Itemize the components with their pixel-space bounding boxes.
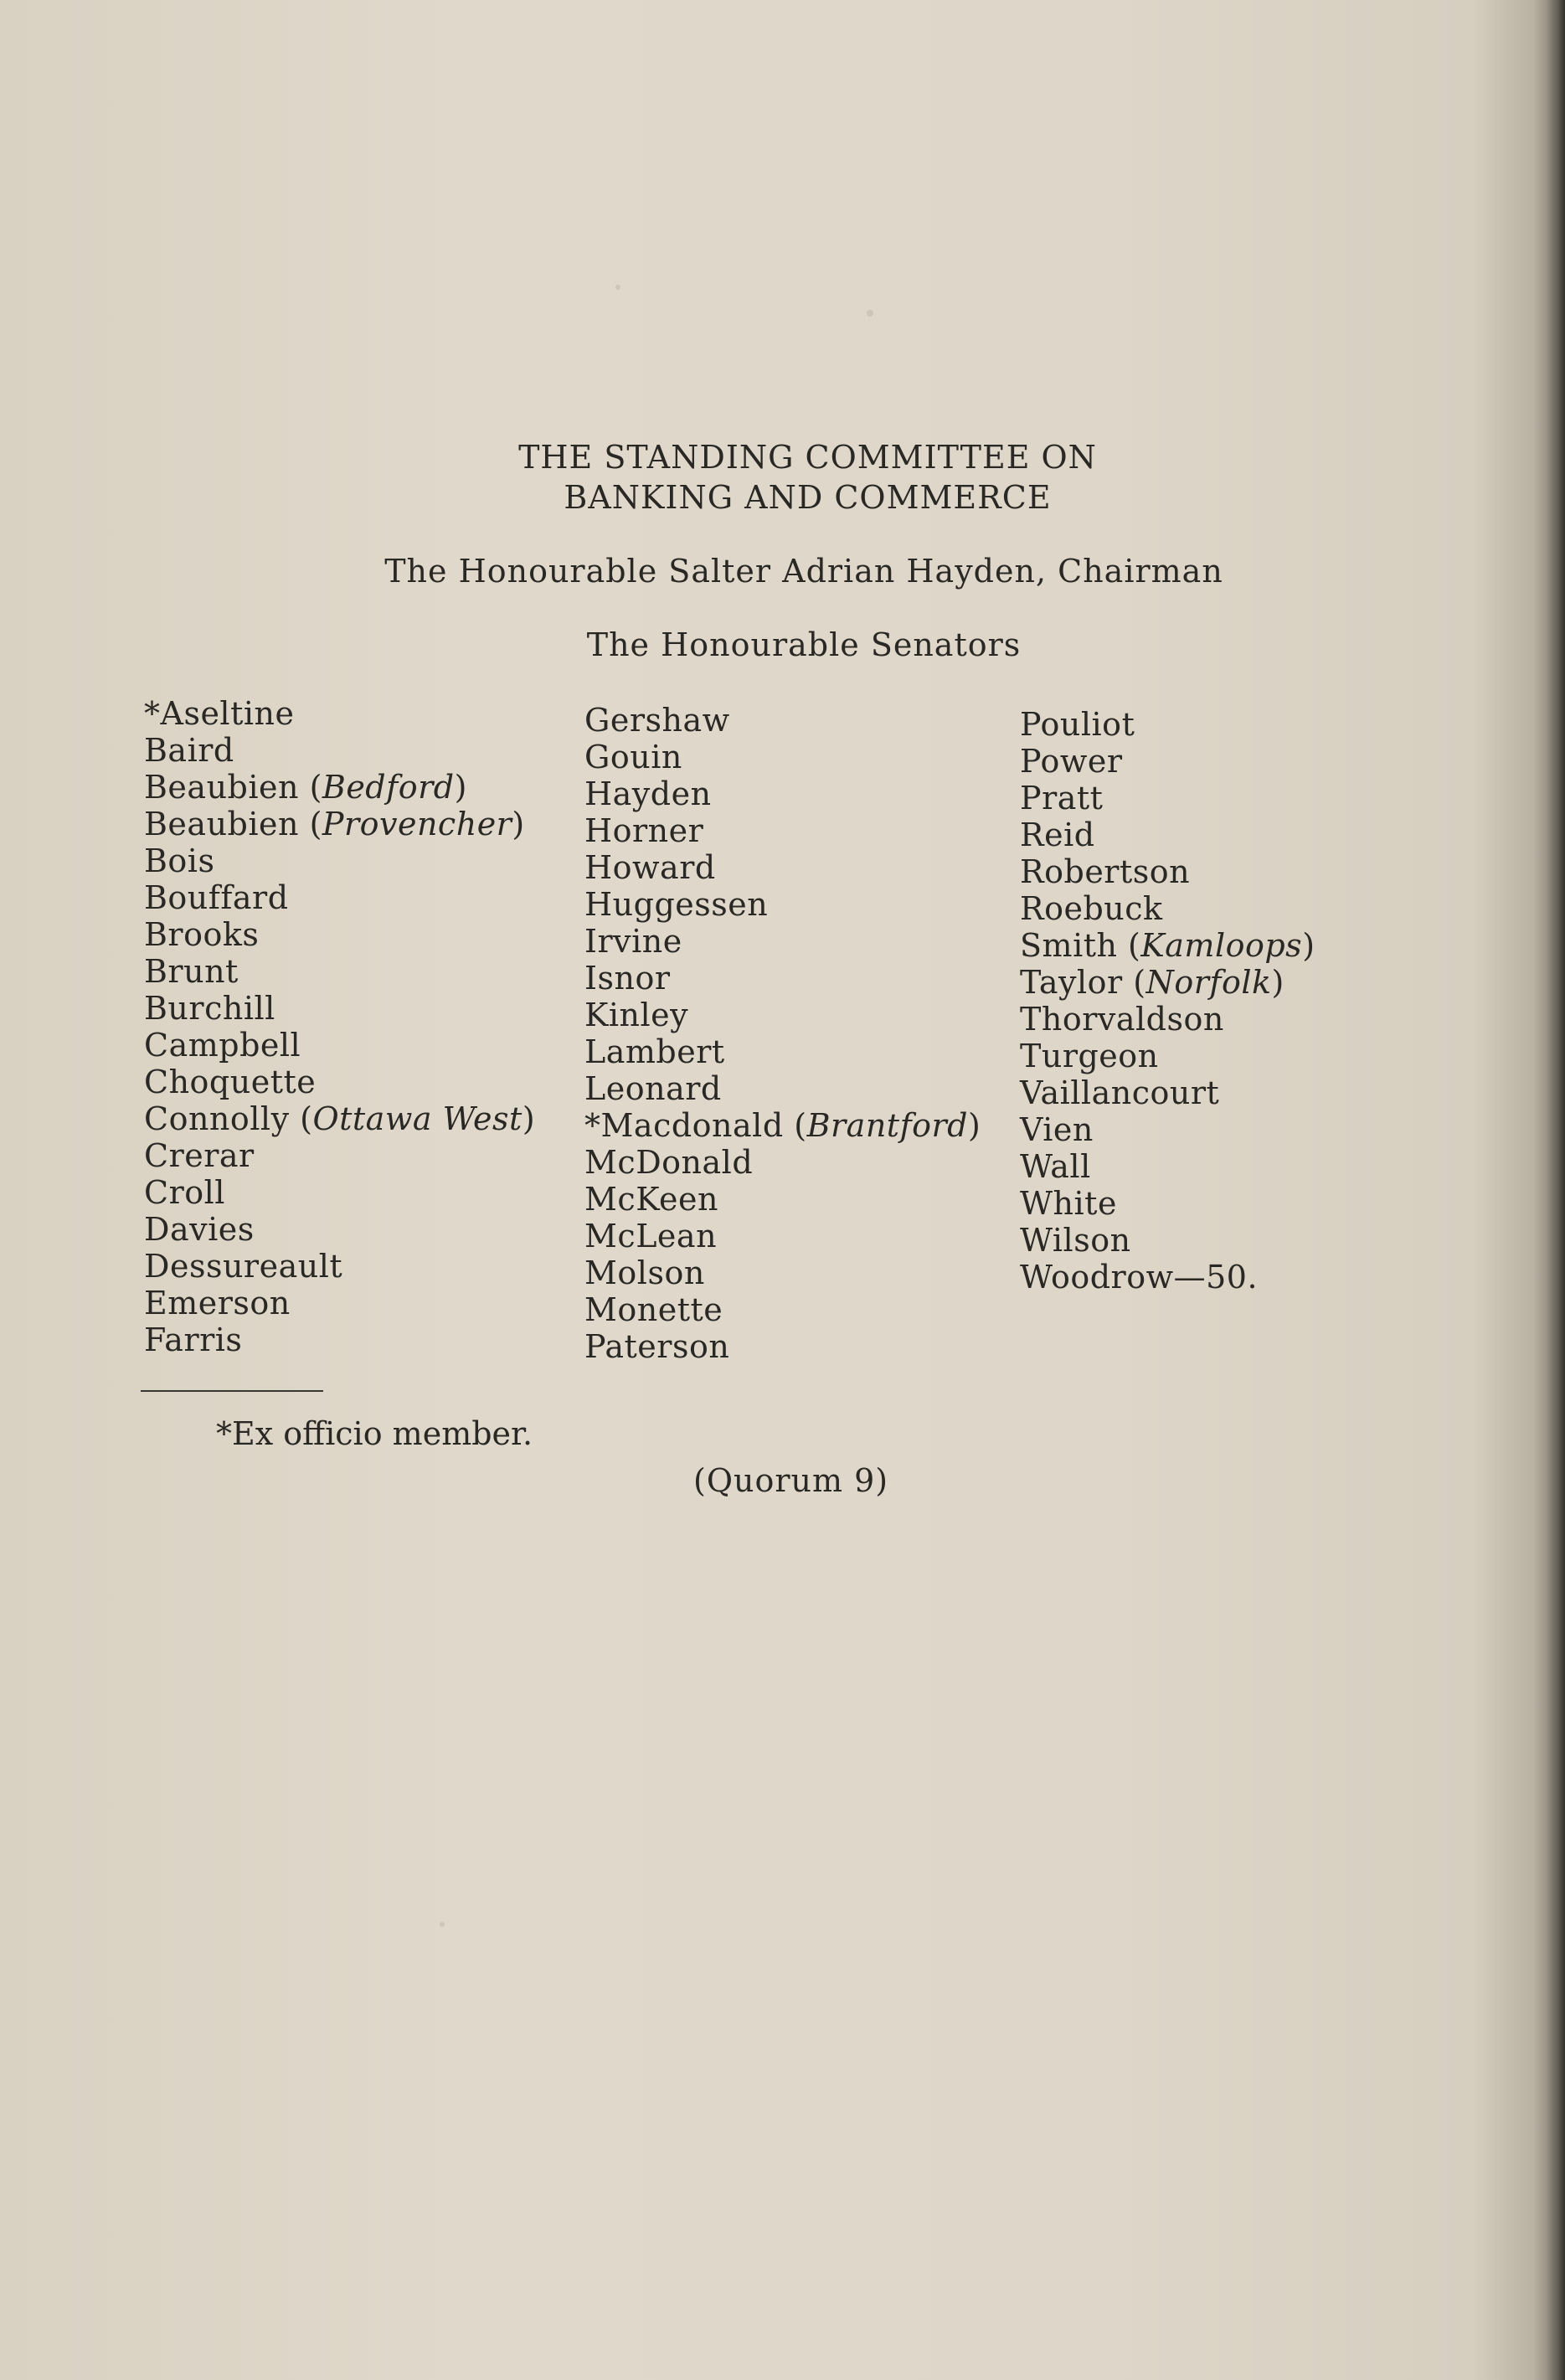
senator-entry — [144, 1027, 535, 1064]
senator-entry — [584, 1181, 981, 1218]
senator-name: Baird — [144, 732, 234, 769]
senator-division: Bedford — [322, 769, 455, 806]
senator-name: Irvine — [584, 923, 682, 960]
senator-entry — [1020, 1185, 1315, 1222]
senators-column-2 — [584, 702, 981, 1365]
senator-entry: Beaubien (Bedford) — [144, 769, 467, 806]
paper-speck — [615, 285, 620, 290]
senator-name: Smith — [1020, 927, 1118, 964]
senator-entry — [1020, 1038, 1315, 1074]
senator-entry — [584, 1033, 981, 1070]
senator-name: Roebuck — [1020, 890, 1163, 927]
chairman-line: The Honourable Salter Adrian Hayden, Chairman — [384, 553, 1223, 590]
senator-name: Croll — [144, 1174, 225, 1211]
senator-name: Taylor — [1020, 964, 1123, 1001]
senator-entry — [584, 886, 981, 923]
senator-name: Hayden — [584, 775, 712, 812]
senator-name: McDonald — [584, 1144, 754, 1181]
senator-name: Huggessen — [584, 886, 769, 923]
senator-entry — [1020, 780, 1315, 817]
senator-entry — [584, 997, 981, 1033]
senator-entry — [144, 916, 535, 953]
senator-name: Power — [1020, 743, 1123, 780]
senator-entry — [1020, 1001, 1315, 1038]
senator-name: Howard — [584, 849, 716, 886]
senator-name: Lambert — [584, 1033, 725, 1070]
senator-entry: Taylor (Norfolk) — [1020, 964, 1284, 1001]
senator-name: Isnor — [584, 960, 671, 997]
senator-name: Vaillancourt — [1020, 1074, 1220, 1111]
senator-name: Leonard — [584, 1070, 722, 1107]
senator-name: Campbell — [144, 1027, 301, 1064]
senator-name: Connolly — [144, 1100, 290, 1137]
senator-name: Robertson — [1020, 853, 1191, 890]
senator-entry — [1020, 817, 1315, 853]
senator-entry — [144, 695, 535, 732]
senator-division: Kamloops — [1140, 927, 1303, 964]
senator-division: Brantford — [806, 1107, 968, 1144]
senator-entry — [584, 849, 981, 886]
senators-column-1 — [144, 695, 535, 1358]
senator-name: Emerson — [144, 1285, 291, 1321]
senator-name: Beaubien — [144, 806, 299, 842]
senator-entry — [144, 990, 535, 1027]
senator-name: Bois — [144, 842, 215, 879]
paper-speck — [867, 310, 873, 317]
senator-entry — [144, 1321, 535, 1358]
title-line-2: BANKING AND COMMERCE — [564, 479, 1052, 516]
paper-speck — [440, 1922, 445, 1927]
senator-name: Bouffard — [144, 879, 289, 916]
senator-entry: Connolly (Ottawa West) — [144, 1100, 536, 1137]
senator-name: Gershaw — [584, 702, 730, 739]
senator-entry — [144, 879, 535, 916]
senator-entry — [144, 1137, 535, 1174]
senator-name: Pratt — [1020, 780, 1104, 817]
senator-division: Ottawa West — [312, 1100, 523, 1137]
senator-entry — [584, 1254, 981, 1291]
senator-entry — [1020, 1148, 1315, 1185]
senator-name: Burchill — [144, 990, 275, 1027]
senator-entry — [584, 1070, 981, 1107]
senator-entry — [144, 1248, 535, 1285]
senator-division: Norfolk — [1145, 964, 1272, 1001]
senator-entry — [144, 1174, 535, 1211]
senator-entry — [144, 953, 535, 990]
senator-entry — [1020, 706, 1315, 743]
senator-entry — [584, 812, 981, 849]
senator-name: Dessureault — [144, 1248, 343, 1285]
footnote-rule — [141, 1390, 323, 1392]
footnote: *Ex officio member. — [216, 1415, 533, 1452]
senators-heading: The Honourable Senators — [586, 626, 1022, 663]
senator-entry — [584, 1218, 981, 1254]
senator-name: Choquette — [144, 1064, 317, 1100]
senator-entry — [144, 1285, 535, 1321]
senator-entry — [584, 960, 981, 997]
senator-name: Wall — [1020, 1148, 1091, 1185]
senator-name: White — [1020, 1185, 1117, 1222]
senator-entry — [1020, 1111, 1315, 1148]
senator-name: Kinley — [584, 997, 689, 1033]
senator-name: Crerar — [144, 1137, 255, 1174]
senator-entry — [144, 1211, 535, 1248]
senator-name: Reid — [1020, 817, 1095, 853]
senator-name: Horner — [584, 812, 704, 849]
committee-title — [0, 437, 1565, 518]
senator-name: Molson — [584, 1254, 705, 1291]
senator-entry — [1020, 1222, 1315, 1259]
senator-name: Wilson — [1020, 1222, 1131, 1259]
senator-entry: *Macdonald (Brantford) — [584, 1107, 981, 1144]
senator-entry — [584, 923, 981, 960]
senator-entry — [584, 739, 981, 775]
senator-name: *Macdonald — [584, 1107, 784, 1144]
senator-name: Farris — [144, 1321, 243, 1358]
senator-entry — [144, 732, 535, 769]
page-edge-shadow — [1547, 0, 1565, 2380]
senator-entry — [1020, 853, 1315, 890]
quorum: (Quorum 9) — [693, 1462, 889, 1499]
senator-entry: Beaubien (Provencher) — [144, 806, 525, 842]
senator-entry — [1020, 1074, 1315, 1111]
senator-entry — [1020, 890, 1315, 927]
senator-entry — [584, 775, 981, 812]
senator-name: Paterson — [584, 1328, 730, 1365]
senator-entry — [144, 1064, 535, 1100]
senator-name: *Aseltine — [144, 695, 295, 732]
senator-name: Woodrow—50. — [1020, 1259, 1259, 1296]
senator-entry — [584, 1291, 981, 1328]
senator-name: Brunt — [144, 953, 239, 990]
senator-name: Brooks — [144, 916, 260, 953]
senator-name: McLean — [584, 1218, 718, 1254]
senator-name: Davies — [144, 1211, 255, 1248]
senator-division: Provencher — [322, 806, 512, 842]
senator-name: McKeen — [584, 1181, 719, 1218]
title-line-1: THE STANDING COMMITTEE ON — [518, 439, 1097, 476]
senator-name: Beaubien — [144, 769, 299, 806]
senator-entry — [1020, 743, 1315, 780]
senator-name: Pouliot — [1020, 706, 1135, 743]
senator-name: Vien — [1020, 1111, 1094, 1148]
senator-entry — [584, 1328, 981, 1365]
senator-entry: Smith (Kamloops) — [1020, 927, 1315, 964]
senator-entry — [144, 842, 535, 879]
senator-name: Turgeon — [1020, 1038, 1159, 1074]
senator-entry — [584, 702, 981, 739]
senator-entry — [584, 1144, 981, 1181]
senator-name: Monette — [584, 1291, 723, 1328]
senator-name: Gouin — [584, 739, 682, 775]
senators-column-3 — [1020, 706, 1315, 1296]
senator-entry — [1020, 1259, 1315, 1296]
senator-name: Thorvaldson — [1020, 1001, 1224, 1038]
